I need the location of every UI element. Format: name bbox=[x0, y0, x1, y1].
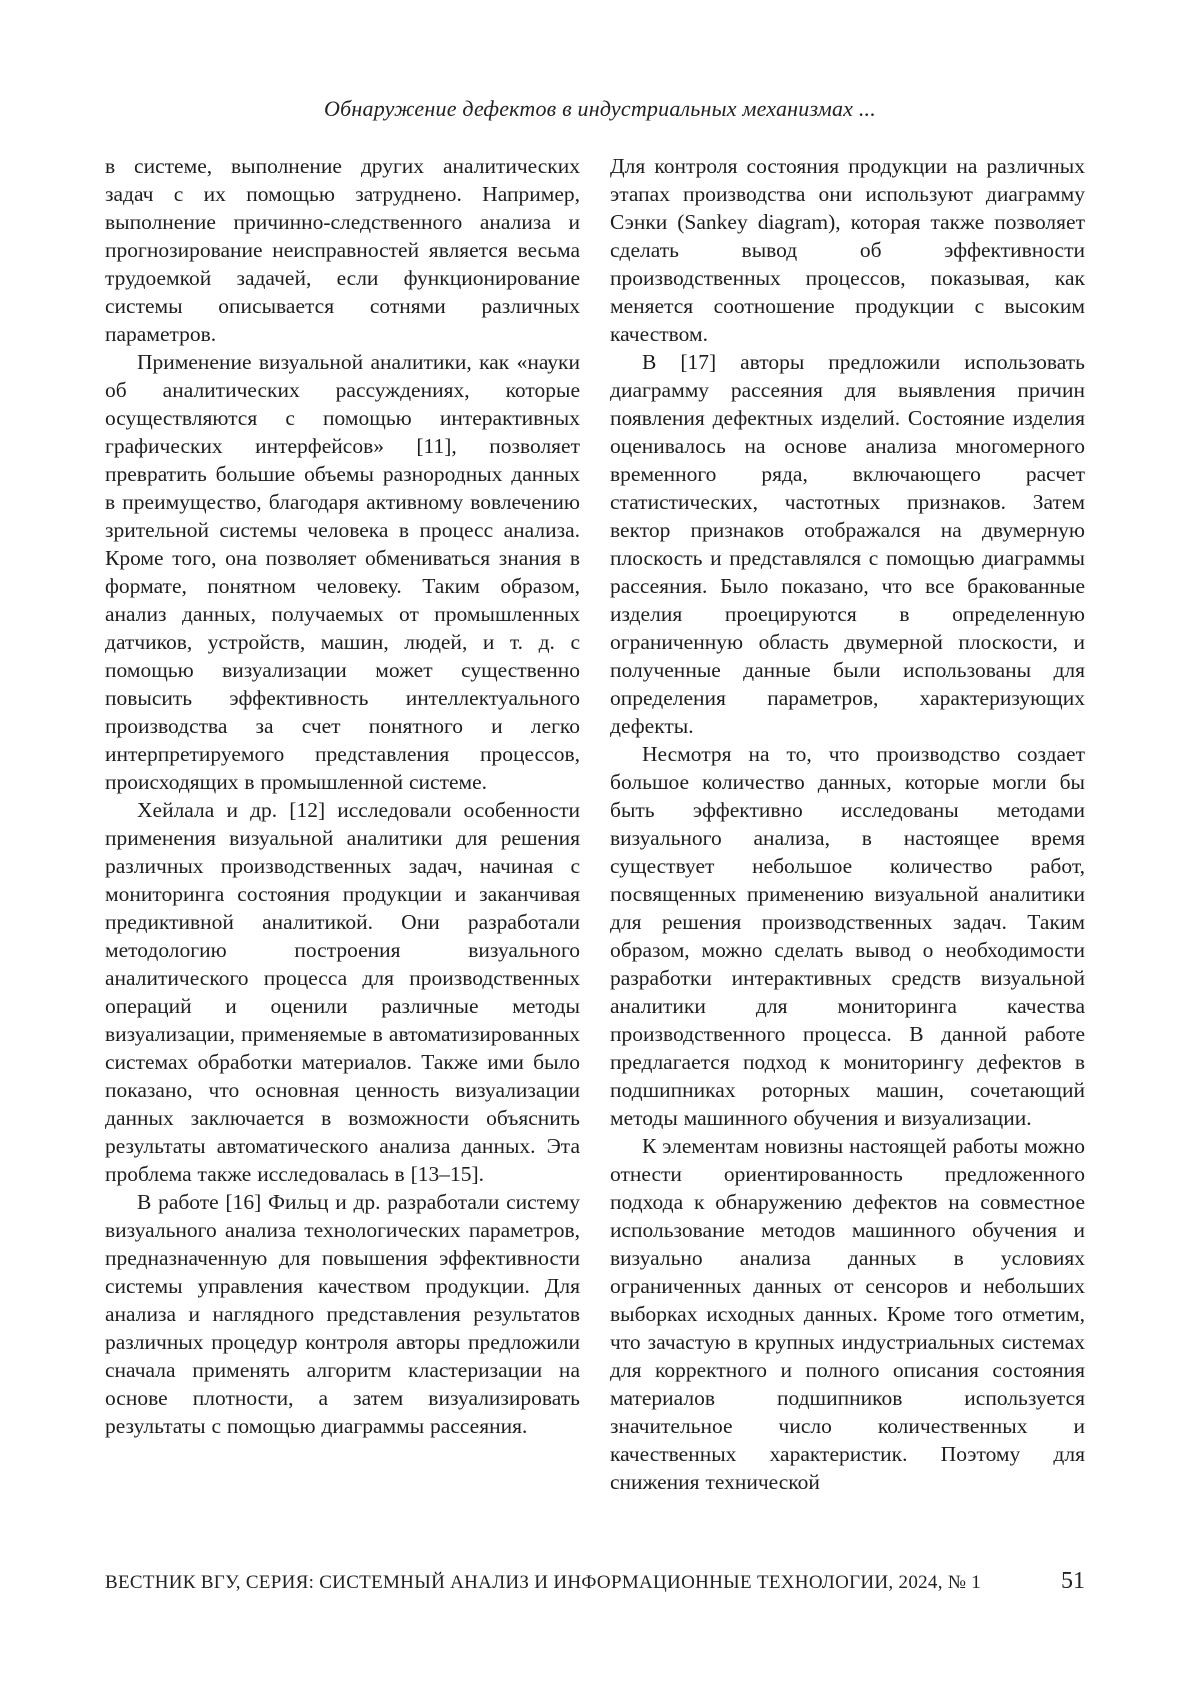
paragraph: Несмотря на то, что производство создает большое количество данных, которые могли бы быть эффективно исследованы методами визуального анализа, в настоящее время существует небольшое количество работ, посвященных применению визуальной аналитики для решения производственных задач. Таким образом, можно сделать вывод о необходимости разработки интерактивных средств визуальной аналитики для мониторинга качества производственного процесса. В данной работе предлагается подход к мониторингу дефектов в подшипниках роторных машин, сочетающий методы машинного обучения и визуализации. bbox=[610, 742, 1085, 1130]
paragraph: в системе, выполнение других аналитических задач с их помощью затруднено. Например, выполнение причинно-следственного анализа и прогнозирование неисправностей является весьма трудоемкой задачей, если функционирование системы описывается сотнями различных параметров. bbox=[105, 154, 580, 346]
journal-citation-line: ВЕСТНИК ВГУ, СЕРИЯ: СИСТЕМНЫЙ АНАЛИЗ И ИНФОРМАЦИОННЫЕ ТЕХНОЛОГИИ, 2024, № 1 bbox=[105, 1572, 982, 1593]
paragraph: Для контроля состояния продукции на различных этапах производства они используют диаграмму Сэнки (Sankey diagram), которая также позволяет сделать вывод об эффективности производственных процессов, показывая, как меняется соотношение продукции с высоким качеством. bbox=[610, 154, 1085, 346]
page-footer bbox=[105, 1568, 1087, 1595]
paragraph: В [17] авторы предложили использовать диаграмму рассеяния для выявления причин появления дефектных изделий. Состояние изделия оценивалось на основе анализа многомерного временного ряда, включающего расчет статистических, частотных признаков. Затем вектор признаков отображался на двумерную плоскость и представлялся с помощью диаграммы рассеяния. Было показано, что все бракованные изделия проецируются в определенную ограниченную область двумерной плоскости, и полученные данные были использованы для определения параметров, характеризующих дефекты. bbox=[610, 350, 1085, 738]
article-body bbox=[105, 152, 1085, 1496]
text-column-right bbox=[610, 152, 1085, 1496]
paragraph: В работе [16] Фильц и др. разработали систему визуального анализа технологических параметров, предназначенную для повышения эффективности системы управления качеством продукции. Для анализа и наглядного представления результатов различных процедур контроля авторы предложили сначала применять алгоритм кластеризации на основе плотности, а затем визуализировать результаты с помощью диаграммы рассеяния. bbox=[105, 1190, 580, 1438]
paragraph: Хейлала и др. [12] исследовали особенности применения визуальной аналитики для решения различных производственных задач, начиная с мониторинга состояния продукции и заканчивая предиктивной аналитикой. Они разработали методологию построения визуального аналитического процесса для производственных операций и оценили различные методы визуализации, применяемые в автоматизированных системах обработки материалов. Также ими было показано, что основная ценность визуализации данных заключается в возможности объяснить результаты автоматического анализа данных. Эта проблема также исследовалась в [13–15]. bbox=[105, 798, 580, 1186]
running-header-title: Обнаружение дефектов в индустриальных механизмах ... bbox=[324, 96, 876, 121]
text-column-left bbox=[105, 152, 580, 1496]
paragraph: Применение визуальной аналитики, как «науки об аналитических рассуждениях, которые осуществляются с помощью интерактивных графических интерфейсов» [11], позволяет превратить большие объемы разнородных данных в преимущество, благодаря активному вовлечению зрительной системы человека в процесс анализа. Кроме того, она позволяет обмениваться знания в формате, понятном человеку. Таким образом, анализ данных, получаемых от промышленных датчиков, устройств, машин, людей, и т. д. с помощью визуализации может существенно повысить эффективность интеллектуального производства за счет понятного и легко интерпретируемого представления процессов, происходящих в промышленной системе. bbox=[105, 350, 580, 794]
paragraph: К элементам новизны настоящей работы можно отнести ориентированность предложенного подхода к обнаружению дефектов на совместное использование методов машинного обучения и визуально анализа данных в условиях ограниченных данных от сенсоров и небольших выборках исходных данных. Кроме того отметим, что зачастую в крупных индустриальных системах для корректного и полного описания состояния материалов подшипников используется значительное число количественных и качественных характеристик. Поэтому для снижения технической bbox=[610, 1134, 1085, 1494]
page-number: 51 bbox=[1061, 1568, 1085, 1594]
